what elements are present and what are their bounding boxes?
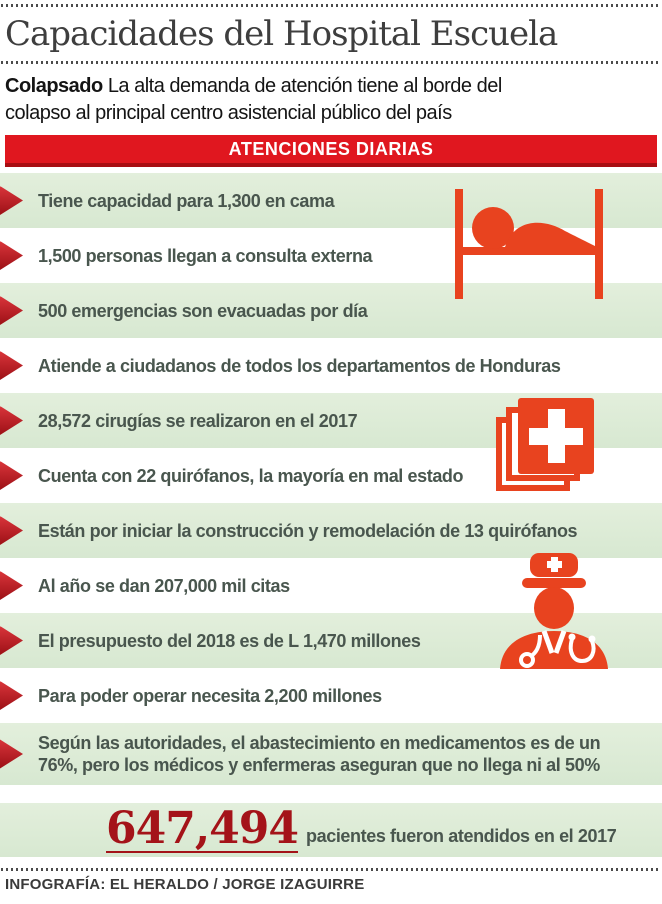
arrow-marker-icon bbox=[0, 681, 23, 710]
arrow-marker-icon bbox=[0, 406, 23, 435]
summary-caption: pacientes fueron atendidos en el 2017 bbox=[306, 825, 617, 846]
summary-number: 647,494 bbox=[106, 803, 299, 854]
summary-band bbox=[0, 803, 662, 857]
dotted-divider bbox=[1, 868, 661, 871]
subtitle bbox=[5, 73, 527, 127]
arrow-marker-icon bbox=[0, 571, 23, 600]
list-item-text: Cuenta con 22 quirófanos, la mayoría en mal estado bbox=[38, 465, 464, 486]
dotted-divider bbox=[1, 4, 661, 7]
list-item bbox=[0, 668, 662, 723]
arrow-marker-icon bbox=[0, 241, 23, 270]
list-item-text: Están por iniciar la construcción y remodelación de 13 quirófanos bbox=[38, 520, 578, 541]
subtitle-text: La alta demanda de atención tiene al borde del colapso al principal centro asistencial público del país bbox=[5, 75, 502, 124]
page-title: Capacidades del Hospital Escuela bbox=[5, 14, 558, 54]
arrow-marker-icon bbox=[0, 740, 23, 769]
list-item-text: Atiende a ciudadanos de todos los departamentos de Honduras bbox=[38, 355, 561, 376]
subtitle-lead: Colapsado bbox=[5, 75, 103, 97]
list-item bbox=[0, 338, 662, 393]
arrow-marker-icon bbox=[0, 626, 23, 655]
list-item-text: 500 emergencias son evacuadas por día bbox=[38, 300, 368, 321]
list-item-text: Al año se dan 207,000 mil citas bbox=[38, 575, 290, 596]
infographic bbox=[0, 4, 662, 904]
list-item-text: Tiene capacidad para 1,300 en cama bbox=[38, 190, 335, 211]
list-item-text: El presupuesto del 2018 es de L 1,470 millones bbox=[38, 630, 421, 651]
medical-records-icon bbox=[494, 395, 598, 493]
list-item-text: 28,572 cirugías se realizaron en el 2017 bbox=[38, 410, 358, 431]
list-item-text: Para poder operar necesita 2,200 millones bbox=[38, 685, 382, 706]
list-item bbox=[0, 723, 662, 785]
facts-list bbox=[0, 173, 662, 785]
arrow-marker-icon bbox=[0, 351, 23, 380]
spacer bbox=[0, 785, 662, 803]
dotted-divider bbox=[1, 61, 661, 64]
arrow-marker-icon bbox=[0, 296, 23, 325]
list-item-text: Según las autoridades, el abastecimiento en medicamentos es de un 76%, pero los médicos y enfermeras aseguran que no llega ni al 50% bbox=[38, 733, 601, 775]
arrow-marker-icon bbox=[0, 186, 23, 215]
arrow-marker-icon bbox=[0, 516, 23, 545]
list-item bbox=[0, 503, 662, 558]
section-header: ATENCIONES DIARIAS bbox=[5, 135, 657, 167]
doctor-icon bbox=[496, 551, 612, 671]
list-item-text: 1,500 personas llegan a consulta externa bbox=[38, 245, 373, 266]
bed-icon bbox=[453, 187, 605, 301]
infographic-credit: INFOGRAFÍA: EL HERALDO / JORGE IZAGUIRRE bbox=[5, 876, 365, 893]
arrow-marker-icon bbox=[0, 461, 23, 490]
